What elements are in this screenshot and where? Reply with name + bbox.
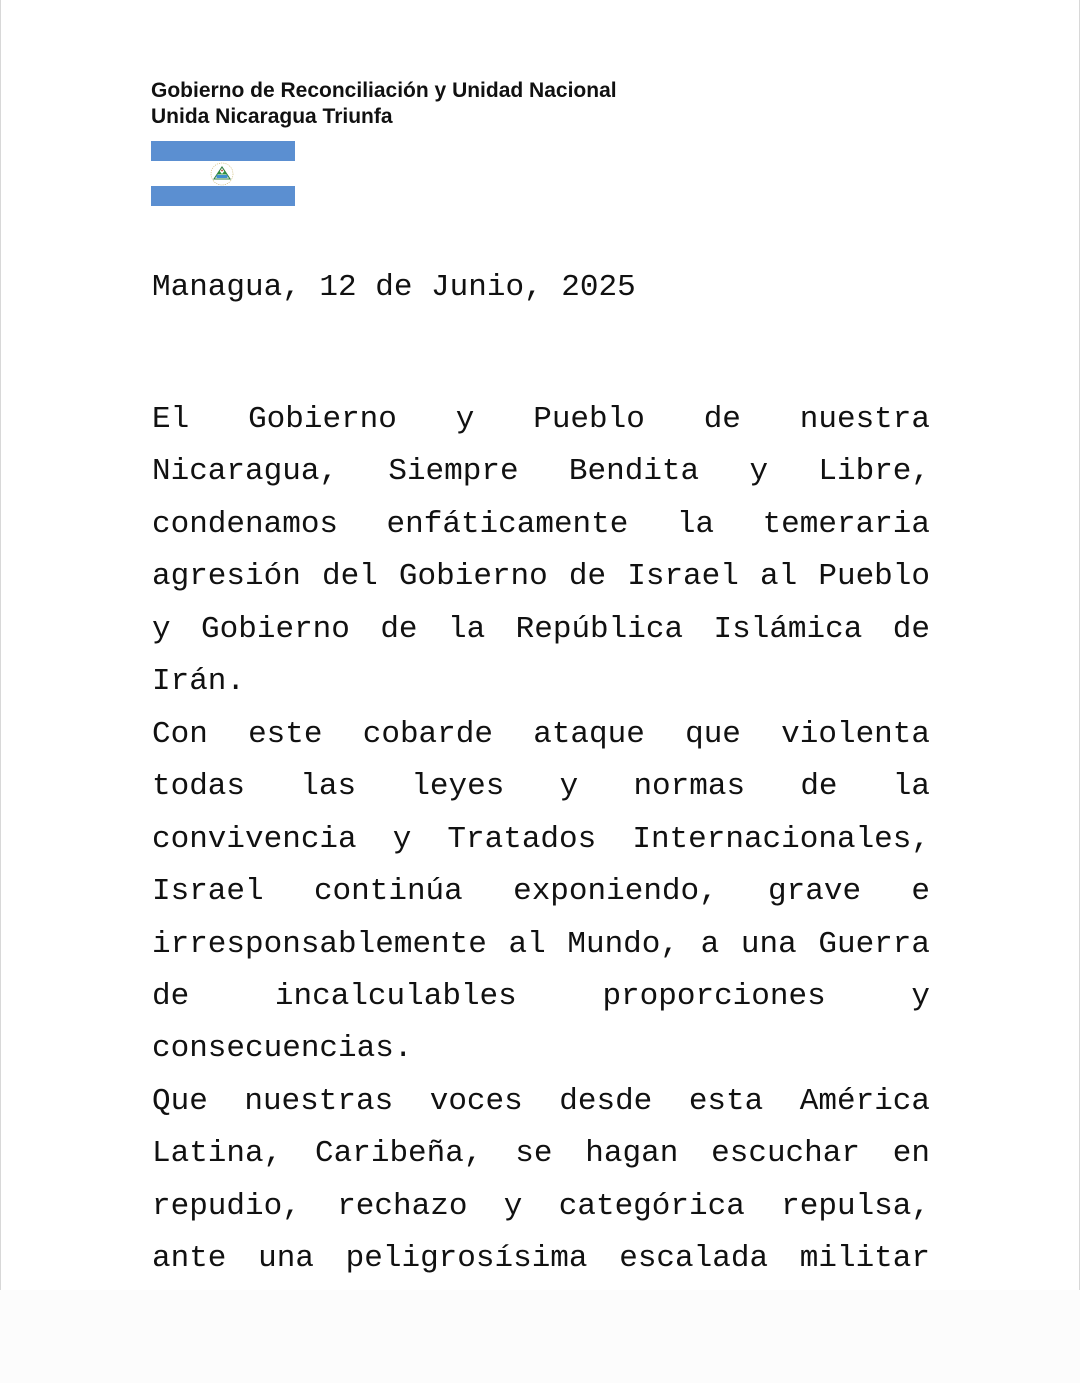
nicaragua-flag-icon <box>151 141 295 206</box>
flag-bottom-stripe <box>151 186 295 206</box>
government-slogan: Unida Nicaragua Triunfa <box>151 105 393 128</box>
government-name: Gobierno de Reconciliación y Unidad Nacional <box>151 79 617 102</box>
paragraph-attack: Con este cobarde ataque que violenta todas las leyes y normas de la convivencia y Tratados Internacionales, Israel continúa exponiendo, grave e irresponsablemente al Mundo, a una Guerra de incalculables proporciones y consecuencias. <box>152 717 930 1067</box>
letterhead <box>151 78 617 130</box>
flag-top-stripe <box>151 141 295 161</box>
page-gap <box>0 1290 1080 1383</box>
document-date: Managua, 12 de Junio, 2025 <box>152 270 636 305</box>
paragraph-condemnation: El Gobierno y Pueblo de nuestra Nicaragua, Siempre Bendita y Libre, condenamos enfáticamente la temeraria agresión del Gobierno de Israel al Pueblo y Gobierno de la República Islámica de Irán. <box>152 402 930 700</box>
paragraph-voices: Que nuestras voces desde esta América Latina, Caribeña, se hagan escuchar en repudio, rechazo y categórica repulsa, ante una peligrosísima escalada militar <box>152 1084 930 1277</box>
